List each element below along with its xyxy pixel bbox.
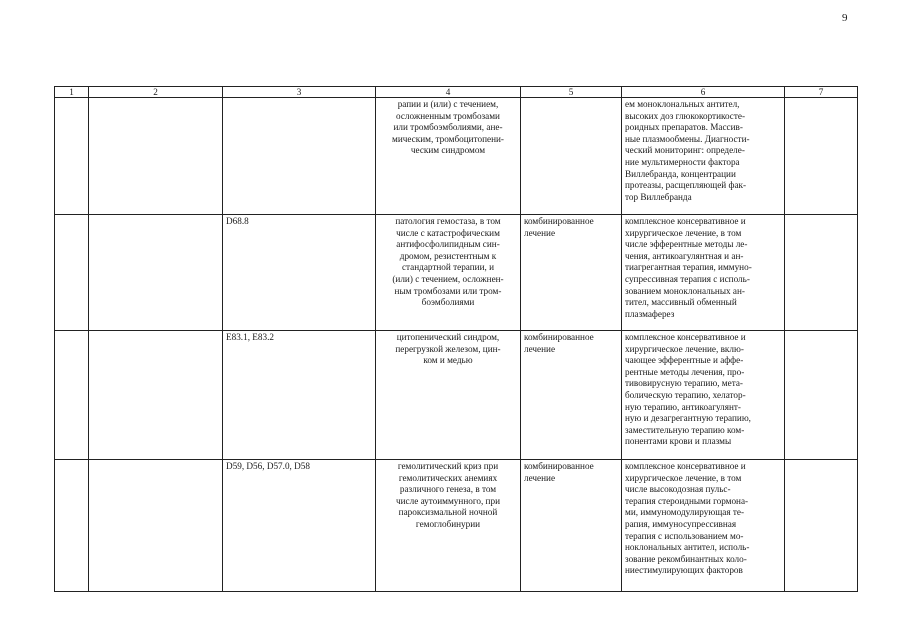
cell-number bbox=[55, 215, 89, 331]
cell-treatment-method bbox=[622, 331, 785, 460]
table-row bbox=[55, 98, 858, 215]
header-col-2: 2 bbox=[89, 87, 223, 98]
cell-icd-code: E83.1, E83.2 bbox=[223, 331, 376, 460]
medical-care-table bbox=[54, 86, 858, 592]
cell-icd-code bbox=[223, 98, 376, 215]
table-row bbox=[55, 331, 858, 460]
cell-treatment-type: комбинированное лечение bbox=[521, 460, 622, 592]
page-number: 9 bbox=[842, 12, 848, 24]
cell-patient-model bbox=[376, 98, 521, 215]
cell-profile bbox=[89, 331, 223, 460]
cell-patient-model-text: патология гемостаза, в том числе с катастрофическим антифосфолипидным син- дромом, резистентным к стандартной терапии, и (или) с течением, осложнен- ным тромбозами или тром- боэмболиями bbox=[392, 216, 504, 308]
cell-patient-model-text: цитопенический синдром, перегрузкой железом, цин- ком и медью bbox=[395, 332, 501, 366]
cell-treatment-method bbox=[622, 215, 785, 331]
cell-treatment-method-text: ем моноклональных антител, высоких доз глюкокортикосте- роидных препаратов. Массив- ные плазмообмены. Диагности- ческий мониторинг: определе- ние мультимерности фактора Виллебранда, концентрации протеазы, расщепляющей фак- тор Виллебранда bbox=[625, 99, 750, 202]
cell-treatment-method bbox=[622, 98, 785, 215]
cell-standard bbox=[785, 460, 858, 592]
cell-patient-model bbox=[376, 215, 521, 331]
cell-treatment-method bbox=[622, 460, 785, 592]
cell-number bbox=[55, 98, 89, 215]
cell-icd-code: D68.8 bbox=[223, 215, 376, 331]
cell-icd-code: D59, D56, D57.0, D58 bbox=[223, 460, 376, 592]
cell-profile bbox=[89, 98, 223, 215]
cell-patient-model bbox=[376, 331, 521, 460]
cell-number bbox=[55, 331, 89, 460]
cell-treatment-method-text: комплексное консервативное и хирургическое лечение, в том числе высокодозная пульс- терапия стероидными гормона- ми, иммуномодулирующая те- рапия, иммуносупрессивная терапия с использованием мо- ноклональных антител, исполь- зование рекомбинантных коло- ниестимулирующих факторов bbox=[625, 461, 750, 576]
cell-profile bbox=[89, 460, 223, 592]
table-row bbox=[55, 460, 858, 592]
cell-standard bbox=[785, 98, 858, 215]
cell-standard bbox=[785, 331, 858, 460]
cell-patient-model-text: рапии и (или) с течением, осложненным тромбозами или тромбоэмболиями, ане- мическим, тромбоцитопени- ческим синдромом bbox=[392, 99, 504, 156]
header-col-3: 3 bbox=[223, 87, 376, 98]
header-col-1: 1 bbox=[55, 87, 89, 98]
cell-patient-model bbox=[376, 460, 521, 592]
cell-patient-model-text: гемолитический криз при гемолитических анемиях различного генеза, в том числе аутоиммунного, при пароксизмальной ночной гемоглобинурии bbox=[396, 461, 500, 529]
cell-profile bbox=[89, 215, 223, 331]
header-col-6: 6 bbox=[622, 87, 785, 98]
cell-treatment-type bbox=[521, 98, 622, 215]
cell-standard bbox=[785, 215, 858, 331]
header-col-5: 5 bbox=[521, 87, 622, 98]
header-col-7: 7 bbox=[785, 87, 858, 98]
header-row bbox=[55, 87, 858, 98]
header-col-4: 4 bbox=[376, 87, 521, 98]
cell-number bbox=[55, 460, 89, 592]
cell-treatment-method-text: комплексное консервативное и хирургическое лечение, вклю- чающее эфферентные и аффе- рентные методы лечения, про- тивовирусную терапию, мета- болическую терапию, хелатор- ную терапию, антикоагулянт- ную и дезагрегантную терапию, заместительную терапию ком- понентами крови и плазмы bbox=[625, 332, 751, 447]
table-row bbox=[55, 215, 858, 331]
cell-treatment-method-text: комплексное консервативное и хирургическое лечение, в том числе эфферентные методы ле- чения, антикоагулянтная и ан- тиагрегантная терапия, иммуно- супрессивная терапия с исполь- зованием моноклональных ан- тител, массивный обменный плазмаферез bbox=[625, 216, 752, 319]
cell-treatment-type: комбинированное лечение bbox=[521, 331, 622, 460]
cell-treatment-type: комбинированное лечение bbox=[521, 215, 622, 331]
